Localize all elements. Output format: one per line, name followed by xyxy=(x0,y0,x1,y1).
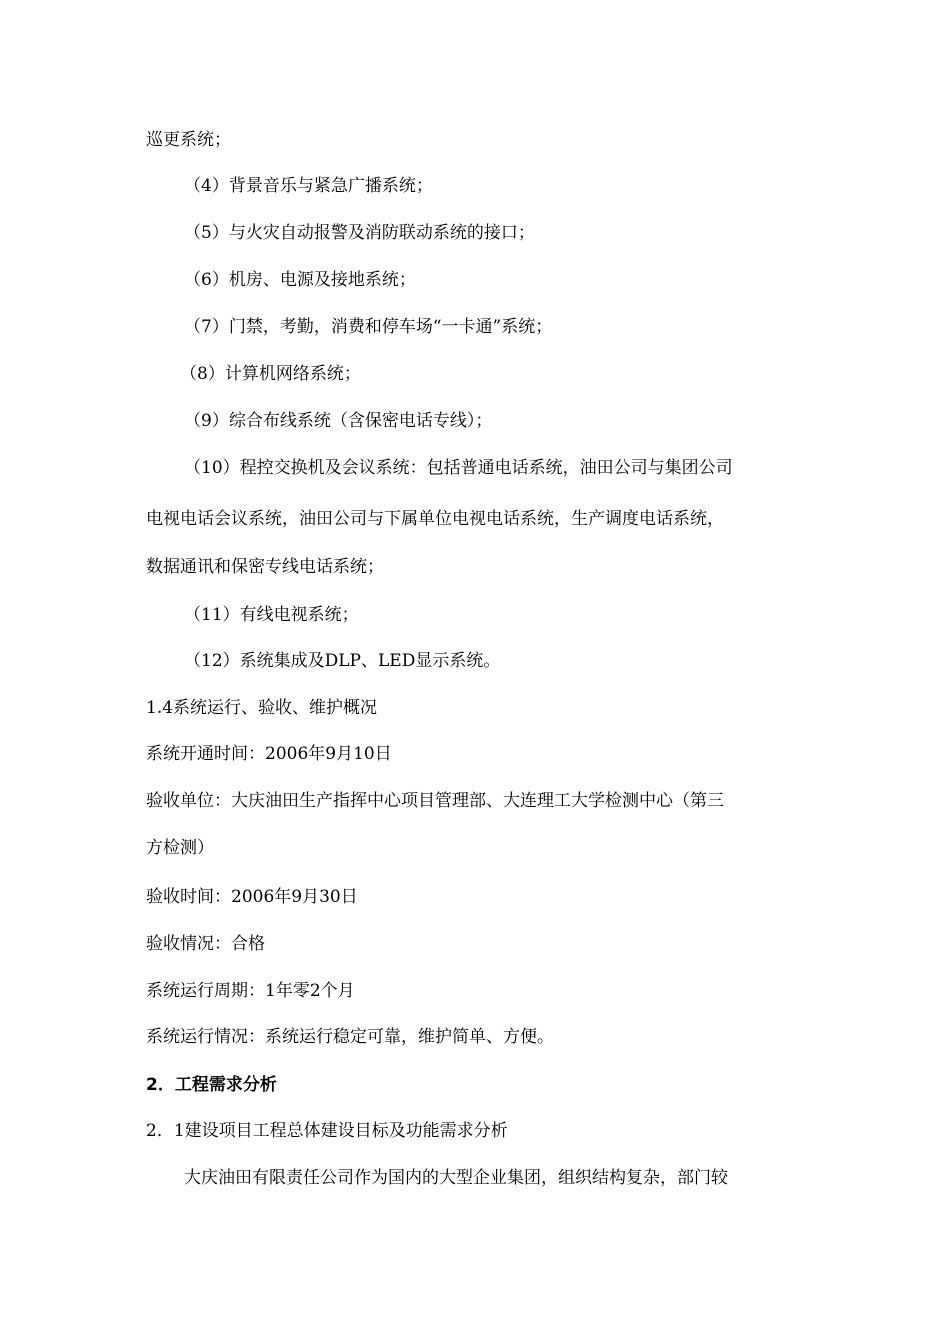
system-start-time: 系统开通时间：2006年9月10日 xyxy=(146,744,392,764)
list-item-4: （4）背景音乐与紧急广播系统； xyxy=(184,176,433,196)
list-item-5: （5）与火灾自动报警及消防联动系统的接口； xyxy=(184,223,535,243)
list-item-12: （12）系统集成及DLP、LED显示系统。 xyxy=(184,651,501,671)
list-item-6: （6）机房、电源及接地系统； xyxy=(184,270,416,290)
list-item-7: （7）门禁，考勤，消费和停车场“一卡通”系统； xyxy=(184,317,553,337)
list-item-10-line-3: 数据通讯和保密专线电话系统； xyxy=(146,557,384,577)
acceptance-time: 验收时间：2006年9月30日 xyxy=(146,887,358,907)
operation-period: 系统运行周期：1年零2个月 xyxy=(146,981,355,1001)
acceptance-unit-line-1: 验收单位：大庆油田生产指挥中心项目管理部、大连理工大学检测中心（第三 xyxy=(146,791,724,811)
list-item-10-line-2: 电视电话会议系统，油田公司与下属单位电视电话系统，生产调度电话系统， xyxy=(146,509,724,529)
body-paragraph-start: 大庆油田有限责任公司作为国内的大型企业集团，组织结构复杂，部门较 xyxy=(184,1168,728,1188)
acceptance-unit-line-2: 方检测） xyxy=(146,838,214,858)
section-heading-2-1: 2．1建设项目工程总体建设目标及功能需求分析 xyxy=(146,1121,508,1141)
operation-status: 系统运行情况：系统运行稳定可靠，维护简单、方便。 xyxy=(146,1027,554,1047)
acceptance-status: 验收情况：合格 xyxy=(146,934,265,954)
text-line-patrol-system: 巡更系统； xyxy=(146,130,231,150)
list-item-9: （9）综合布线系统（含保密电话专线）； xyxy=(184,411,493,431)
section-heading-2: 2．工程需求分析 xyxy=(146,1075,277,1095)
list-item-8: （8）计算机网络系统； xyxy=(180,364,361,384)
section-heading-1-4: 1.4系统运行、验收、维护概况 xyxy=(146,698,378,718)
list-item-10-line-1: （10）程控交换机及会议系统：包括普通电话系统，油田公司与集团公司 xyxy=(184,458,733,478)
list-item-11: （11）有线电视系统； xyxy=(184,605,359,625)
